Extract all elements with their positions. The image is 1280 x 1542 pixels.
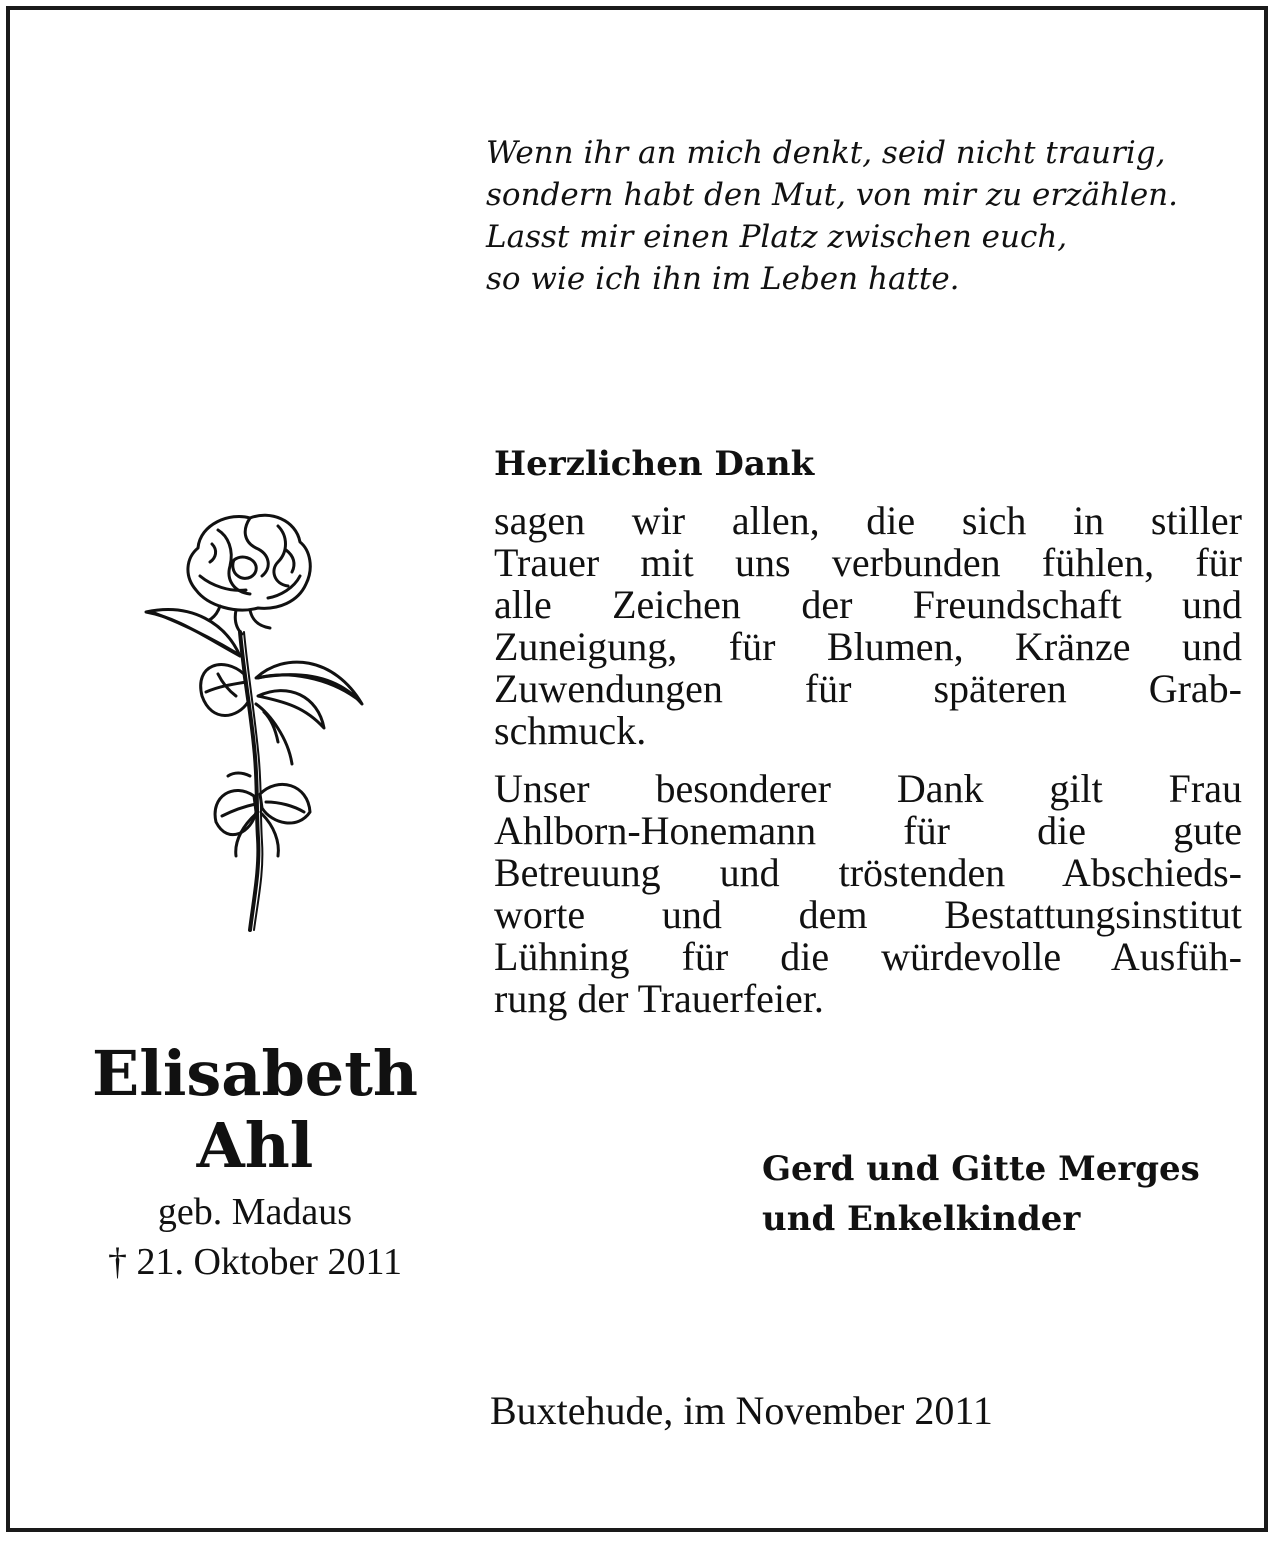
deceased-info — [50, 1038, 460, 1288]
thanks-heading: Herzlichen Dank — [494, 444, 815, 484]
text-line: sagen wir allen, die sich in stiller — [494, 498, 1242, 543]
text-line: Trauer mit uns verbunden fühlen, für — [494, 540, 1242, 585]
quote-line: so wie ich ihn im Leben hatte. — [486, 261, 960, 297]
thanks-paragraph-2 — [494, 768, 1242, 1020]
obituary-frame — [6, 6, 1268, 1532]
signers — [762, 1144, 1200, 1244]
text-line: schmuck. — [494, 708, 647, 753]
text-line: Betreuung und tröstenden Abschieds- — [494, 850, 1242, 895]
deceased-last-name: Ahl — [196, 1109, 314, 1182]
thanks-paragraph-1 — [494, 500, 1242, 752]
birth-name: geb. Madaus — [157, 1191, 353, 1233]
text-line: Unser besonderer Dank gilt Frau — [494, 766, 1242, 811]
text-line: rung der Trauerfeier. — [494, 976, 824, 1021]
text-line: Zuneigung, für Blumen, Kränze und — [494, 624, 1242, 669]
quote-line: Wenn ihr an mich denkt, seid nicht traurig, — [486, 135, 1166, 171]
rose-icon — [138, 506, 370, 936]
quote-line: sondern habt den Mut, von mir zu erzählen. — [486, 177, 1179, 213]
signers-line-1: Gerd und Gitte Merges — [762, 1149, 1200, 1189]
quote-line: Lasst mir einen Platz zwischen euch, — [486, 219, 1068, 255]
death-date: † 21. Oktober 2011 — [107, 1241, 403, 1283]
deceased-first-name: Elisabeth — [92, 1037, 418, 1110]
text-line: Zuwendungen für späteren Grab- — [494, 666, 1242, 711]
place-and-date: Buxtehude, im November 2011 — [490, 1388, 993, 1433]
memorial-quote — [486, 132, 1256, 300]
text-line: alle Zeichen der Freundschaft und — [494, 582, 1242, 627]
text-line: worte und dem Bestattungsinstitut — [494, 892, 1242, 937]
signers-line-2: und Enkelkinder — [762, 1199, 1081, 1239]
text-line: Lühning für die würdevolle Ausfüh- — [494, 934, 1242, 979]
text-line: Ahlborn-Honemann für die gute — [494, 808, 1242, 853]
